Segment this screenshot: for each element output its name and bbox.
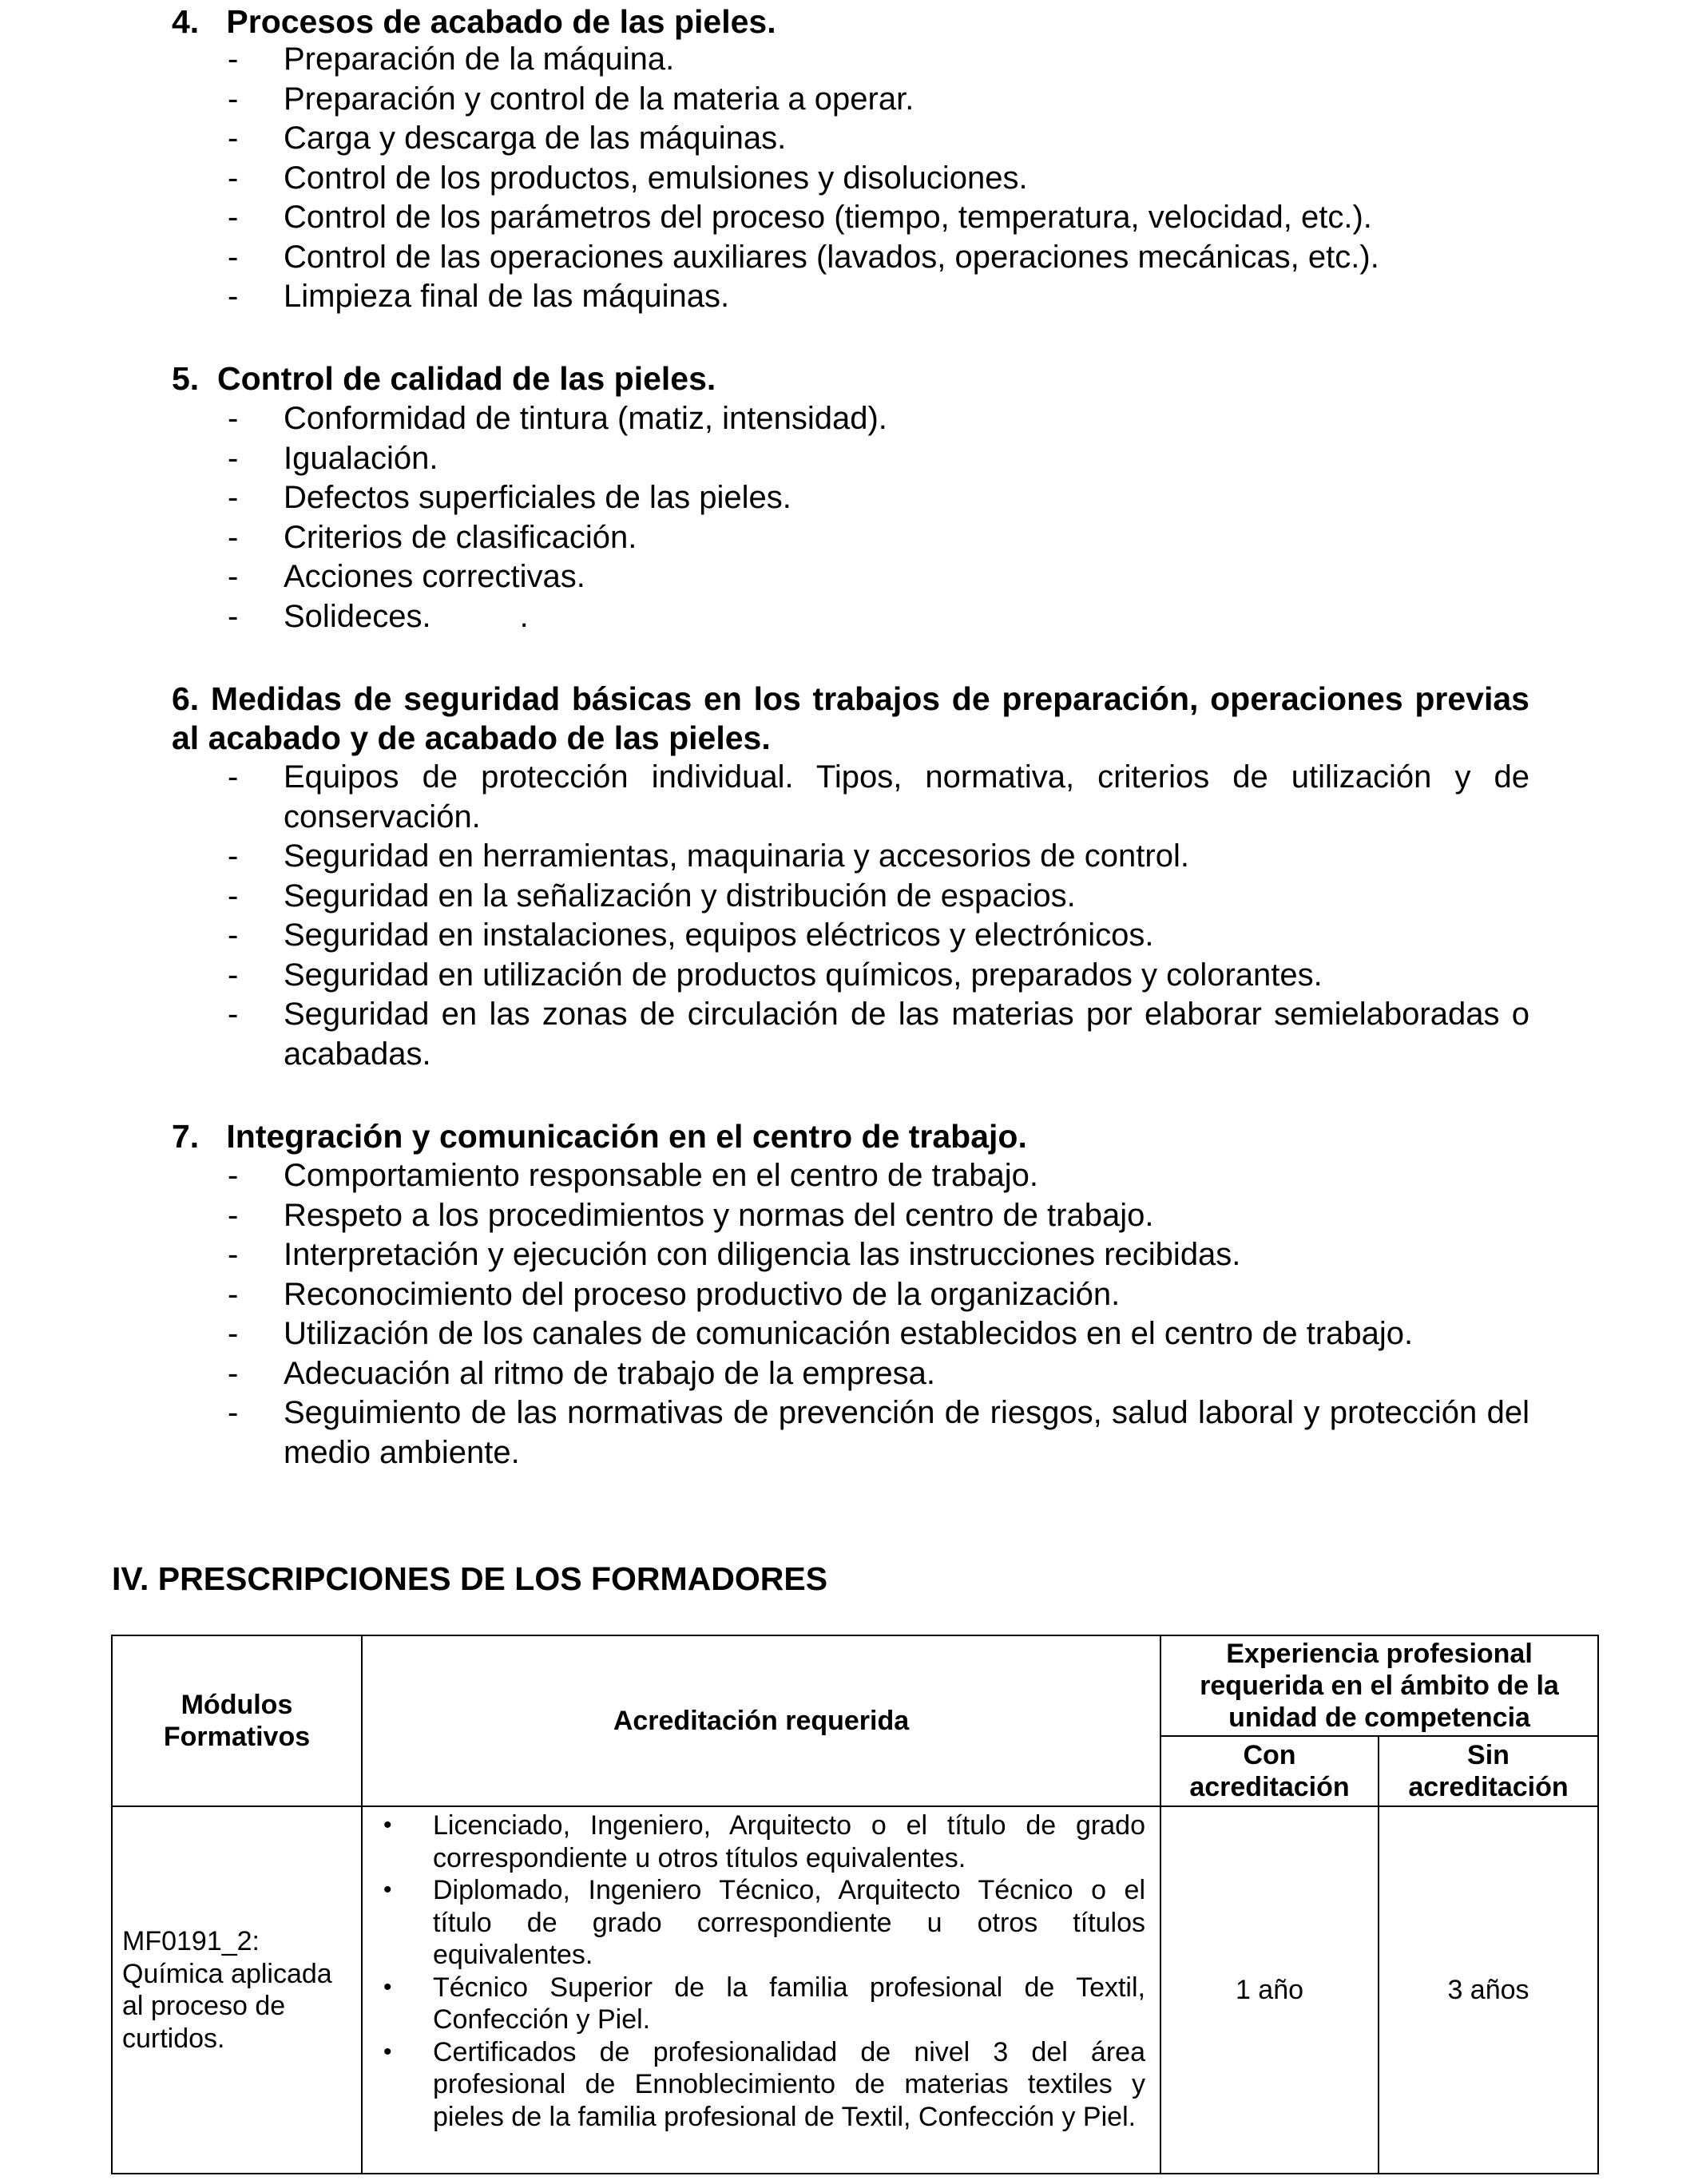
list-item: - Reconocimiento del proceso productivo de la organización.	[228, 1276, 1121, 1312]
header-acreditacion: Acreditación requerida	[362, 1635, 1160, 1806]
section-4-list	[228, 40, 1529, 317]
list-item: • Diplomado, Ingeniero Técnico, Arquitecto Técnico o el título de grado correspondiente u otros títulos equivalentes.	[383, 1875, 1145, 1970]
list-item: - Comportamiento responsable en el centro de trabajo.	[228, 1158, 1038, 1193]
sin-value: 3 años	[1379, 1806, 1598, 2174]
section-4-heading: Procesos de acabado de las pieles.	[226, 3, 776, 40]
section-5-heading: Control de calidad de las pieles.	[217, 360, 716, 397]
section-7-title	[172, 1117, 1529, 1156]
section-iv-heading: IV. PRESCRIPCIONES DE LOS FORMADORES	[112, 1560, 828, 1597]
section-6-heading: Medidas de seguridad básicas en los trabajos de preparación, operaciones previas al acabado y de acabado de las pieles.	[172, 680, 1529, 756]
list-item: - Control de las operaciones auxiliares (lavados, operaciones mecánicas, etc.).	[228, 239, 1379, 275]
list-item: - Utilización de los canales de comunicación establecidos en el centro de trabajo.	[228, 1316, 1414, 1351]
list-item: - Preparación de la máquina.	[228, 42, 675, 77]
list-item: - Interpretación y ejecución con diligencia las instrucciones recibidas.	[228, 1237, 1241, 1272]
section-7-heading: Integración y comunicación en el centro de trabajo.	[226, 1118, 1027, 1155]
trainers-table	[111, 1635, 1599, 2174]
section-6-list	[228, 758, 1529, 1074]
list-item: • Licenciado, Ingeniero, Arquitecto o el título de grado correspondiente u otros títulos equivalentes.	[383, 1810, 1145, 1873]
section-4-title	[172, 2, 1529, 42]
header-con: Con acreditación	[1160, 1736, 1379, 1806]
list-item: • Certificados de profesionalidad de nivel 3 del área profesional de Ennoblecimiento de materias textiles y pieles de la familia profesional de Textil, Confección y Piel.	[383, 2036, 1145, 2132]
list-item: - Igualación.	[228, 440, 438, 476]
section-7-number: 7.	[172, 1118, 200, 1155]
list-item: - Acciones correctivas.	[228, 559, 585, 594]
list-item: - Equipos de protección individual. Tipos, normativa, criterios de utilización y de conservación.	[228, 759, 1529, 834]
header-modulos: Módulos Formativos	[112, 1635, 362, 1806]
section-5-list	[228, 399, 1529, 636]
list-item: - Defectos superficiales de las pieles.	[228, 480, 791, 515]
list-item: - Seguridad en utilización de productos químicos, preparados y colorantes.	[228, 957, 1323, 993]
acreditacion-list	[363, 1807, 1160, 2133]
list-item: - Limpieza final de las máquinas.	[228, 279, 730, 314]
list-item: - Seguridad en herramientas, maquinaria y accesorios de control.	[228, 838, 1189, 874]
list-item: - Adecuación al ritmo de trabajo de la empresa.	[228, 1355, 936, 1391]
section-6-number: 6.	[172, 680, 200, 717]
acreditacion-cell	[362, 1806, 1160, 2174]
modulo-cell: MF0191_2: Química aplicada al proceso de curtidos.	[112, 1806, 362, 2174]
section-7-list	[228, 1156, 1529, 1473]
list-item: - Control de los parámetros del proceso (tiempo, temperatura, velocidad, etc.).	[228, 200, 1372, 235]
section-4-number: 4.	[172, 3, 200, 40]
header-sin: Sin acreditación	[1379, 1736, 1598, 1806]
section-5-number: 5.	[172, 360, 200, 397]
list-item: - Respeto a los procedimientos y normas del centro de trabajo.	[228, 1197, 1154, 1233]
list-item: - Conformidad de tintura (matiz, intensidad).	[228, 401, 887, 436]
list-item: - Control de los productos, emulsiones y disoluciones.	[228, 160, 1028, 196]
list-item: - Carga y descarga de las máquinas.	[228, 121, 787, 156]
list-item: • Técnico Superior de la familia profesional de Textil, Confección y Piel.	[383, 1972, 1145, 2035]
con-value: 1 año	[1160, 1806, 1379, 2174]
list-item: - Preparación y control de la materia a operar.	[228, 81, 914, 117]
header-experiencia: Experiencia profesional requerida en el ámbito de la unidad de competencia	[1160, 1635, 1598, 1736]
table-row	[112, 1806, 1598, 2174]
list-item: - Seguimiento de las normativas de prevención de riesgos, salud laboral y protección del medio ambiente.	[228, 1395, 1529, 1470]
list-item: - Seguridad en la señalización y distribución de espacios.	[228, 878, 1076, 914]
list-item: - Solideces. .	[228, 598, 529, 634]
section-6-title	[172, 680, 1529, 758]
list-item: - Seguridad en las zonas de circulación de las materias por elaborar semielaboradas o acabadas.	[228, 997, 1529, 1072]
list-item: - Seguridad en instalaciones, equipos eléctricos y electrónicos.	[228, 918, 1154, 953]
section-5-title	[172, 359, 1529, 398]
list-item: - Criterios de clasificación.	[228, 519, 637, 555]
